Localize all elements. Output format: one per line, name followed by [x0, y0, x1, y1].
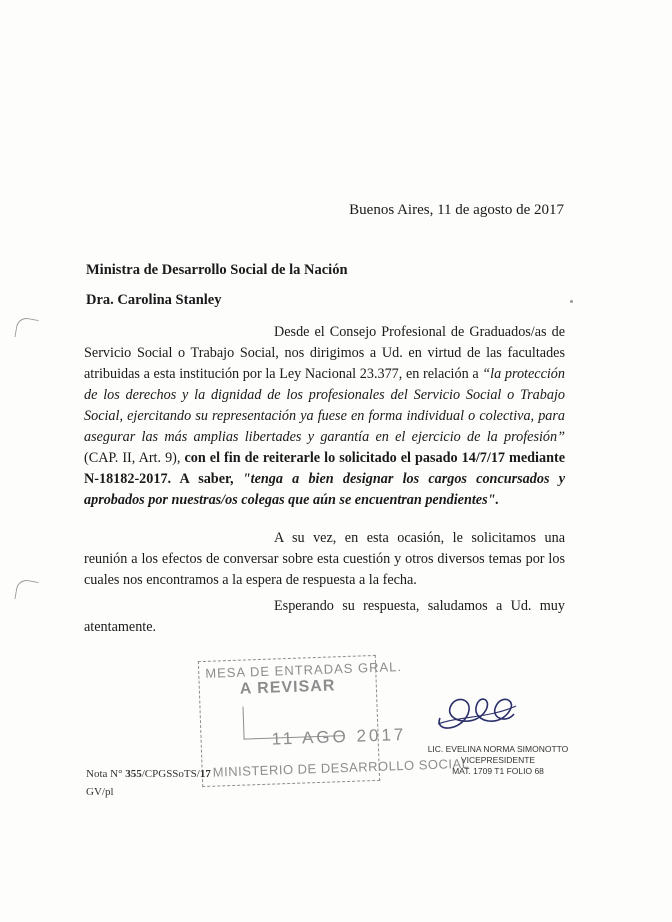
stamp-date: 11 AGO 2017 [271, 724, 407, 749]
speck [570, 300, 573, 303]
p1-bold-italic: "tenga a bien designar los cargos concursados y aprobados por nuestras/os colegas que aún se encuentran pendientes". [84, 471, 565, 508]
punch-hole-mark [14, 578, 38, 602]
stamp-ministry: MINISTERIO DE DESARROLLO SOCIAL [212, 755, 470, 780]
recipient-title: Ministra de Desarrollo Social de la Nación [86, 262, 348, 278]
note-prefix: Nota N° [86, 768, 126, 780]
signer-role: VICEPRESIDENTE [460, 755, 536, 765]
note-reference [86, 768, 211, 780]
signer-registration: MAT. 1709 T1 FOLIO 68 [452, 766, 544, 776]
closing-paragraph [84, 596, 565, 638]
reception-stamp [198, 655, 470, 787]
letter-date: Buenos Aires, 11 de agosto de 2017 [349, 202, 564, 218]
signer-name: LIC. EVELINA NORMA SIMONOTTO [427, 744, 569, 754]
signer-block [418, 744, 578, 777]
body-paragraph-1 [84, 322, 565, 511]
typist-initials: GV/pl [86, 786, 114, 798]
p1-bold: con el fin de reiterarle lo solicitado el pasado 14/7/17 mediante N-18182-2017. A saber, [84, 450, 565, 487]
p3-text: Esperando su respuesta, saludamos a Ud. muy atentamente. [84, 598, 565, 635]
p1-text: Desde el Consejo Profesional de Graduados/as de Servicio Social o Trabajo Social, nos dirigimos a Ud. en virtud de las facultades atribuidas a esta institución por la Ley Nacional 23.377, en relación a [84, 324, 565, 382]
stamp-status: A REVISAR [239, 677, 336, 698]
recipient-name: Dra. Carolina Stanley [86, 292, 222, 308]
note-number: 355 [125, 768, 142, 780]
note-year: 17 [199, 768, 211, 780]
body-paragraph-2 [84, 528, 565, 591]
p2-text: A su vez, en esta ocasión, le solicitamos una reunión a los efectos de conversar sobre esta cuestión y otros diversos temas por los cuales nos encontramos a la espera de respuesta a la fecha. [84, 530, 565, 588]
note-code: /CPGSSoTS/ [141, 768, 200, 780]
handwritten-signature [430, 688, 520, 736]
punch-hole-mark [14, 316, 38, 340]
stamp-office: MESA DE ENTRADAS GRAL. [205, 659, 403, 681]
p1-quote: “la protección de los derechos y la dignidad de los profesionales del Servicio Social o Trabajo Social, ejercitando su representación ya fuese en forma individual o colectiva, para asegurar las más amplias libertades y garantía en el ejercicio de la profesión” [84, 366, 565, 445]
p1-citation: (CAP. II, Art. 9), [84, 450, 185, 466]
